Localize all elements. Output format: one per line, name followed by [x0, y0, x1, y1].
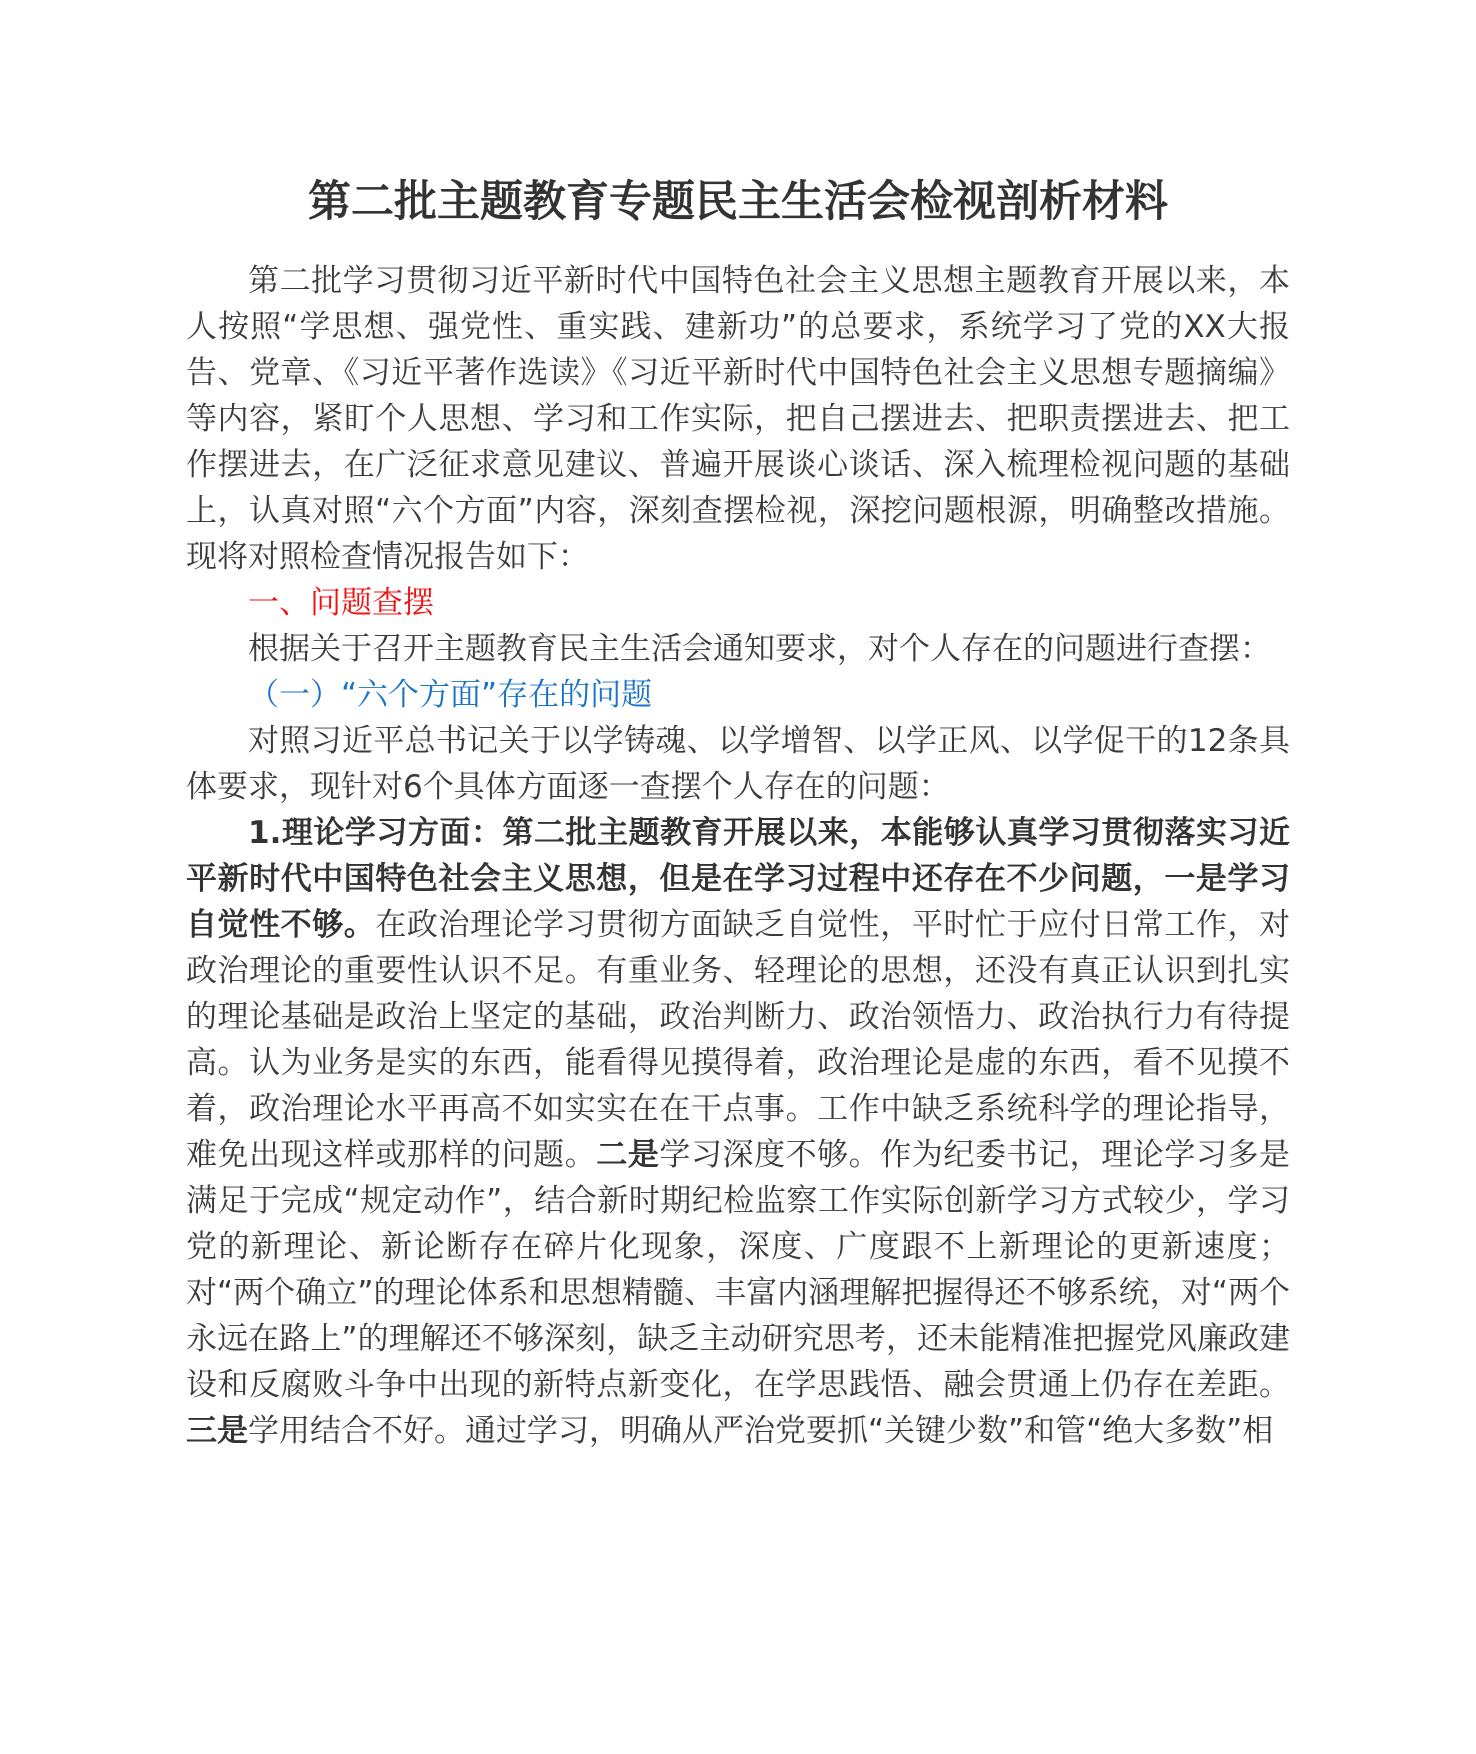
theory-study-paragraph	[186, 810, 1290, 1454]
subsection-heading-six-aspects: （一）“六个方面”存在的问题	[248, 677, 653, 713]
point-two-label: 二是	[596, 1137, 660, 1173]
intro-paragraph: 第二批学习贯彻习近平新时代中国特色社会主义思想主题教育开展以来，本人按照“学思想、强党性、重实践、建新功”的总要求，系统学习了党的XX大报告、党章、《习近平著作选读》《习近平新时代中国特色社会主义思想专题摘编》等内容，紧盯个人思想、学习和工作实际，把自己摆进去、把职责摆进去、把工作摆进去，在广泛征求意见建议、普遍开展谈心谈话、深入梳理检视问题的基础上，认真对照“六个方面”内容，深刻查摆检视，深挖问题根源，明确整改措施。现将对照检查情况报告如下：	[186, 263, 1290, 575]
section-intro-paragraph: 根据关于召开主题教育民主生活会通知要求，对个人存在的问题进行查摆：	[248, 631, 1271, 667]
document-title: 第二批主题教育专题民主生活会检视剖析材料	[308, 177, 1168, 227]
document-page	[186, 172, 1290, 1454]
theory-study-lead: 1.理论学习方面：第二批主题教育开展以来，本能够认真学习贯彻落实习近平新时代中国特色社会主义思想，但是在学习过程中还存在不少问题，一是学习自觉性不够。	[186, 815, 1290, 943]
point-three-label: 三是	[186, 1413, 248, 1449]
theory-study-text-3: 学用结合不好。通过学习，明确从严治党要抓“关键少数”和管“绝大多数”相	[248, 1413, 1274, 1449]
theory-study-text-2: 学习深度不够。作为纪委书记，理论学习多是满足于完成“规定动作”，结合新时期纪检监察工作实际创新学习方式较少，学习党的新理论、新论断存在碎片化现象，深度、广度跟不上新理论的更新速度；对“两个确立”的理论体系和思想精髓、丰富内涵理解把握得还不够系统，对“两个永远在路上”的理解还不够深刻，缺乏主动研究思考，还未能精准把握党风廉政建设和反腐败斗争中出现的新特点新变化，在学思践悟、融会贯通上仍存在差距。	[186, 1137, 1291, 1403]
section-heading-problems: 一、问题查摆	[248, 585, 434, 621]
subsection-intro-paragraph: 对照习近平总书记关于以学铸魂、以学增智、以学正风、以学促干的12条具体要求，现针对6个具体方面逐一查摆个人存在的问题：	[186, 723, 1290, 805]
theory-study-text-1: 在政治理论学习贯彻方面缺乏自觉性，平时忙于应付日常工作，对政治理论的重要性认识不足。有重业务、轻理论的思想，还没有真正认识到扎实的理论基础是政治上坚定的基础，政治判断力、政治领悟力、政治执行力有待提高。认为业务是实的东西，能看得见摸得着，政治理论是虚的东西，看不见摸不着，政治理论水平再高不如实实在在干点事。工作中缺乏系统科学的理论指导，难免出现这样或那样的问题。	[186, 907, 1291, 1173]
